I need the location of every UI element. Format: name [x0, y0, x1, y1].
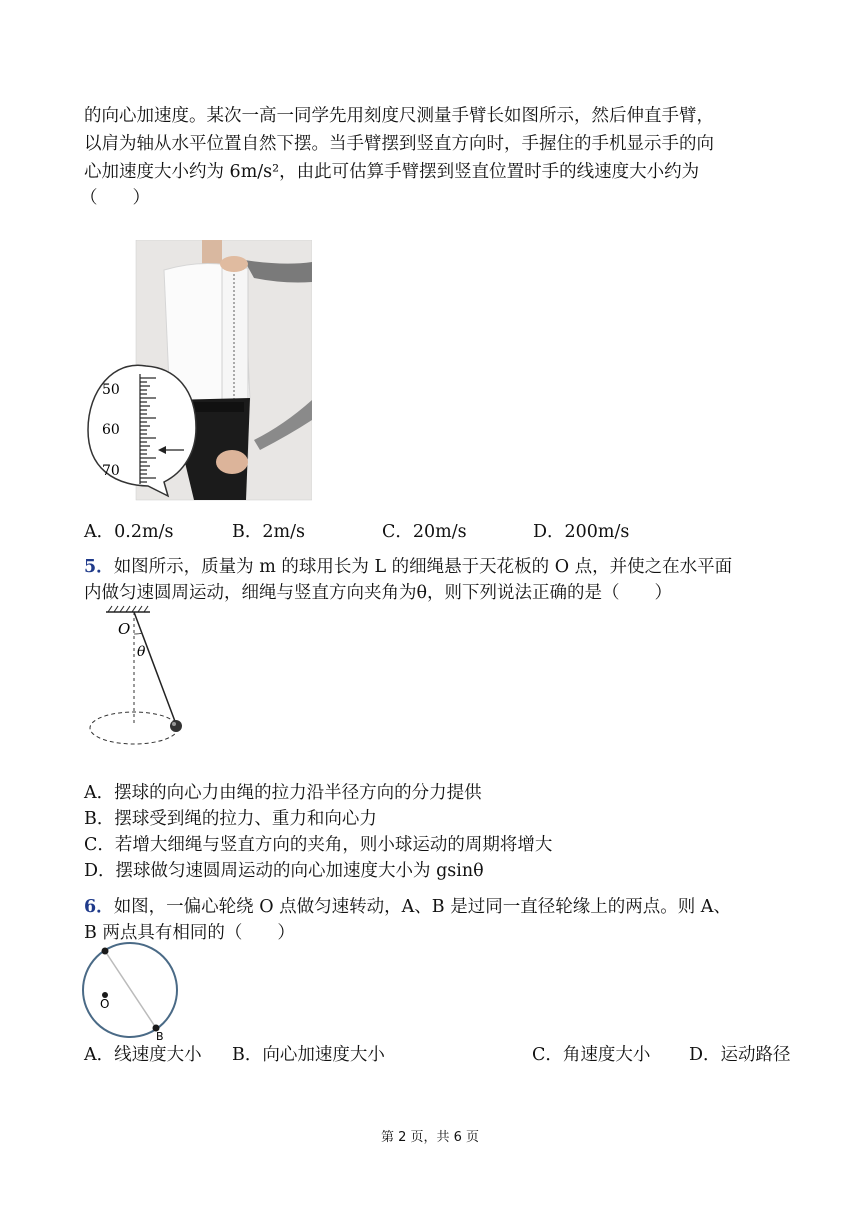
q6-line-1: 如图，一偏心轮绕 O 点做匀速转动，A、B 是过同一直径轮缘上的两点。则 A、 — [113, 897, 731, 917]
q5-text-line-2: 内做匀速圆周运动，细绳与竖直方向夹角为θ，则下列说法正确的是（ ） — [84, 583, 673, 603]
q4-option-c: C．20m/s — [382, 522, 467, 542]
q6-option-a: A．线速度大小 — [84, 1045, 202, 1065]
q5-number: 5． — [84, 557, 114, 577]
q4-text-line-2: 以肩为轴从水平位置自然下摆。当手臂摆到竖直方向时，手握住的手机显示手的向 — [84, 134, 714, 154]
ruler-label-70: 70 — [102, 463, 120, 479]
q6-text-line-2: B 两点具有相同的（ ） — [84, 923, 295, 943]
pendulum-ball — [170, 720, 182, 732]
q5-option-a: A．摆球的向心力由绳的拉力沿半径方向的分力提供 — [84, 783, 482, 803]
q5-line-1: 如图所示，质量为 m 的球用长为 L 的细绳悬于天花板的 O 点，并使之在水平面 — [113, 557, 733, 577]
label-b: B — [156, 1030, 164, 1042]
q5-text-line-1 — [84, 554, 732, 580]
q5-option-d: D．摆球做匀速圆周运动的向心加速度大小为 gsinθ — [84, 861, 484, 881]
q6-number: 6． — [84, 897, 114, 917]
conical-pendulum-figure — [84, 604, 204, 754]
q4-text-line-3: 心加速度大小约为 6m/s²，由此可估算手臂摆到竖直位置时手的线速度大小约为 — [84, 162, 700, 182]
label-o: O — [118, 620, 131, 638]
q4-text-line-1: 的向心加速度。某次一高一同学先用刻度尺测量手臂长如图所示，然后伸直手臂， — [84, 106, 714, 126]
q4-option-a: A．0.2m/s — [84, 522, 174, 542]
q6-option-d: D．运动路径 — [689, 1045, 791, 1065]
label-theta: θ — [137, 644, 146, 660]
point-a — [102, 948, 109, 955]
q6-option-c: C．角速度大小 — [532, 1045, 651, 1065]
ruler-label-60: 60 — [102, 422, 120, 438]
q5-option-c: C．若增大细绳与竖直方向的夹角，则小球运动的周期将增大 — [84, 835, 553, 855]
ruler-label-50: 50 — [102, 382, 120, 398]
q4-answer-bracket: （ ） — [80, 188, 150, 208]
rope — [134, 612, 176, 724]
q6-text-line-1 — [84, 894, 731, 920]
q4-option-d: D．200m/s — [533, 522, 630, 542]
q4-option-b: B．2m/s — [232, 522, 305, 542]
q6-option-b: B．向心加速度大小 — [232, 1045, 385, 1065]
page-footer: 第 2 页，共 6 页 — [380, 1130, 480, 1145]
label-o: O — [100, 997, 110, 1011]
eccentric-wheel-figure — [78, 942, 188, 1042]
q5-option-b: B．摆球受到绳的拉力、重力和向心力 — [84, 809, 377, 829]
diameter-line — [105, 951, 156, 1028]
arm-measurement-figure — [84, 240, 312, 502]
